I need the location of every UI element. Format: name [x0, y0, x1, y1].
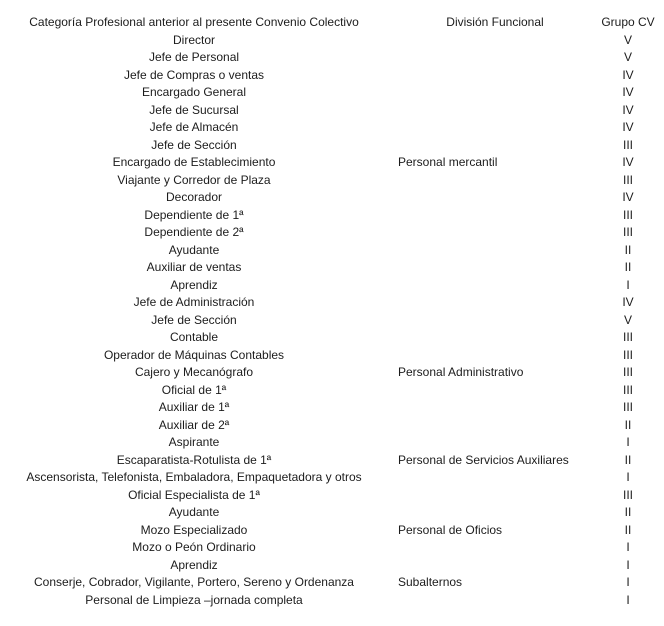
table-row — [2, 574, 664, 592]
grupo-cell: II — [624, 522, 632, 537]
grupo-cell: I — [626, 557, 630, 572]
categoria-cell: Aspirante — [168, 435, 220, 449]
categoria-cell: Ayudante — [168, 242, 220, 257]
grupo-cell: III — [622, 137, 633, 152]
table-row — [2, 312, 664, 330]
categoria-cell: Auxiliar de 1ª — [158, 400, 230, 414]
categoria-cell: Ascensorista, Telefonista, Embaladora, Empaquetadora y otros — [26, 470, 362, 484]
categoria-cell: Personal de Limpieza –jornada completa — [85, 592, 303, 607]
grupo-cell: V — [623, 32, 632, 47]
table-row — [2, 487, 664, 505]
table-row — [2, 32, 664, 50]
categoria-cell: Operador de Máquinas Contables — [103, 347, 285, 362]
table-row — [2, 347, 664, 365]
grupo-cell: II — [624, 417, 632, 432]
table-body — [2, 32, 664, 610]
grupo-cell: V — [623, 50, 632, 64]
table-row — [2, 154, 664, 172]
division-label: Personal Administrativo — [398, 365, 524, 379]
table-row — [2, 67, 664, 85]
categoria-cell: Jefe de Administración — [133, 295, 255, 309]
categoria-cell: Auxiliar de 2ª — [158, 417, 230, 432]
categoria-cell: Jefe de Sucursal — [149, 102, 239, 117]
grupo-cell: IV — [622, 102, 634, 117]
grupo-cell: I — [626, 470, 630, 484]
grupo-cell: III — [622, 347, 633, 362]
table-row — [2, 452, 664, 470]
grupo-cell: I — [626, 592, 630, 607]
categoria-cell: Cajero y Mecanógrafo — [134, 365, 254, 379]
table-row — [2, 592, 664, 610]
division-cell — [386, 364, 592, 382]
table-row — [2, 224, 664, 242]
grupo-cell: III — [622, 330, 633, 344]
categoria-cell: Aprendiz — [170, 277, 218, 292]
table-row — [2, 277, 664, 295]
division-cell — [386, 522, 592, 540]
categoria-cell: Escaparatista-Rotulista de 1ª — [116, 452, 272, 467]
grupo-cell: III — [622, 400, 633, 414]
table-row — [2, 382, 664, 400]
table-row — [2, 557, 664, 575]
categoria-cell: Conserje, Cobrador, Vigilante, Portero, Sereno y Ordenanza — [34, 575, 354, 589]
grupo-cell: IV — [622, 155, 634, 169]
table-row — [2, 119, 664, 137]
categoria-cell: Decorador — [165, 190, 223, 204]
categoria-cell: Encargado General — [141, 85, 247, 99]
categoria-cell: Mozo Especializado — [140, 522, 248, 537]
categoria-cell: Ayudante — [168, 505, 220, 519]
table-row — [2, 172, 664, 190]
table-row — [2, 207, 664, 225]
table-row — [2, 84, 664, 102]
table-row — [2, 242, 664, 260]
grupo-cell: II — [624, 260, 632, 274]
table-row — [2, 504, 664, 522]
categoria-cell: Jefe de Sección — [151, 137, 237, 152]
categoria-cell: Jefe de Personal — [148, 50, 240, 64]
grupo-cell: IV — [622, 85, 634, 99]
table-row — [2, 522, 664, 540]
categoria-cell: Mozo o Peón Ordinario — [132, 540, 256, 554]
categoria-cell: Encargado de Establecimiento — [112, 155, 276, 169]
header-grupo: Grupo CV — [601, 15, 655, 29]
division-label: Personal mercantil — [398, 155, 498, 169]
table-row — [2, 539, 664, 557]
table-header-row — [2, 14, 664, 32]
categoria-cell: Oficial de 1ª — [161, 382, 227, 397]
grupo-cell: I — [626, 277, 630, 292]
categoria-cell: Dependiente de 1ª — [144, 207, 244, 222]
division-cell — [386, 154, 592, 172]
grupo-cell: I — [626, 575, 630, 589]
categoria-cell: Aprendiz — [170, 557, 218, 572]
grupo-cell: III — [622, 365, 633, 379]
grupo-cell: IV — [622, 67, 634, 82]
categoria-cell: Contable — [169, 330, 219, 344]
table-row — [2, 434, 664, 452]
table-row — [2, 399, 664, 417]
categoria-cell: Jefe de Compras o ventas — [123, 67, 265, 82]
categoria-cell: Director — [172, 32, 215, 47]
grupo-cell: IV — [622, 190, 634, 204]
grupo-cell: I — [626, 435, 630, 449]
header-categoria: Categoría Profesional anterior al presente Convenio Colectivo — [29, 15, 359, 29]
grupo-cell: II — [624, 505, 632, 519]
division-label: Personal de Servicios Auxiliares — [398, 452, 569, 467]
division-label: Subalternos — [398, 575, 463, 589]
grupo-cell: I — [626, 540, 630, 554]
grupo-cell: V — [623, 312, 632, 327]
table-row — [2, 364, 664, 382]
grupo-cell: III — [622, 487, 633, 502]
grupo-cell: IV — [622, 120, 634, 134]
categoria-cell: Viajante y Corredor de Plaza — [117, 172, 271, 187]
table-row — [2, 329, 664, 347]
grupo-cell: III — [622, 382, 633, 397]
table-row — [2, 102, 664, 120]
grupo-cell: II — [624, 452, 632, 467]
grupo-cell: III — [622, 207, 633, 222]
table-row — [2, 189, 664, 207]
table-row — [2, 259, 664, 277]
categoria-cell: Oficial Especialista de 1ª — [128, 487, 260, 502]
grupo-cell: III — [622, 225, 633, 239]
division-label: Personal de Oficios — [398, 522, 503, 537]
categoria-cell: Auxiliar de ventas — [146, 260, 242, 274]
categoria-cell: Jefe de Almacén — [149, 120, 239, 134]
table-row — [2, 294, 664, 312]
table-row — [2, 137, 664, 155]
table-row — [2, 49, 664, 67]
categoria-cell: Jefe de Sección — [151, 312, 237, 327]
grupo-cell: II — [624, 242, 632, 257]
header-division: División Funcional — [446, 15, 544, 29]
grupo-cell: IV — [622, 295, 634, 309]
table-row — [2, 417, 664, 435]
grupo-cell: III — [622, 172, 633, 187]
categoria-cell: Dependiente de 2ª — [144, 225, 244, 239]
table-row — [2, 469, 664, 487]
